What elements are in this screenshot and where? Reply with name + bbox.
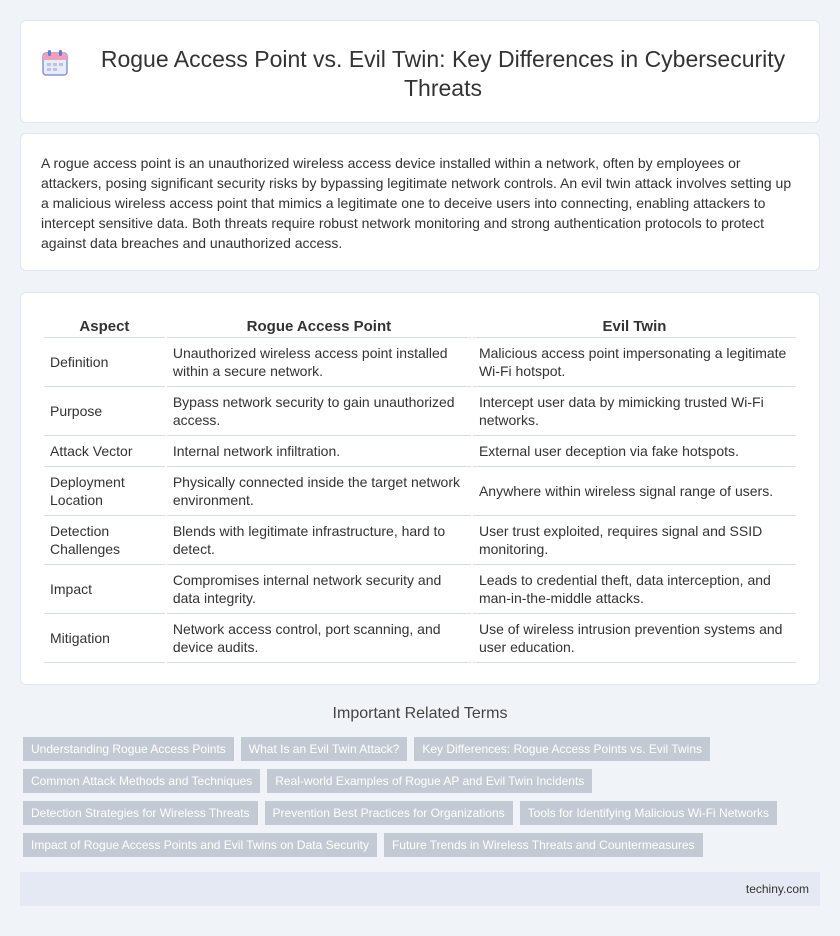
related-term-link[interactable]: Understanding Rogue Access Points — [23, 737, 234, 761]
rogue-cell: Physically connected inside the target network environment. — [167, 467, 471, 516]
table-row — [44, 614, 796, 663]
evil-twin-cell: External user deception via fake hotspots. — [473, 436, 796, 467]
related-term-link[interactable]: What Is an Evil Twin Attack? — [241, 737, 408, 761]
rogue-cell: Internal network infiltration. — [167, 436, 471, 467]
aspect-cell: Purpose — [44, 387, 165, 436]
evil-twin-cell: Anywhere within wireless signal range of users. — [473, 467, 796, 516]
related-term-link[interactable]: Prevention Best Practices for Organizations — [265, 801, 513, 825]
evil-twin-cell: User trust exploited, requires signal and SSID monitoring. — [473, 516, 796, 565]
header-evil-twin: Evil Twin — [473, 315, 796, 338]
rogue-cell: Network access control, port scanning, and device audits. — [167, 614, 471, 663]
rogue-cell: Compromises internal network security and data integrity. — [167, 565, 471, 614]
rogue-cell: Unauthorized wireless access point installed within a secure network. — [167, 338, 471, 387]
related-term-link[interactable]: Key Differences: Rogue Access Points vs. Evil Twins — [414, 737, 710, 761]
header-aspect: Aspect — [44, 315, 165, 338]
evil-twin-cell: Intercept user data by mimicking trusted Wi-Fi networks. — [473, 387, 796, 436]
aspect-cell: Definition — [44, 338, 165, 387]
evil-twin-cell: Leads to credential theft, data interception, and man-in-the-middle attacks. — [473, 565, 796, 614]
comparison-card — [20, 292, 820, 685]
related-terms-list — [23, 737, 813, 865]
related-term-link[interactable]: Real-world Examples of Rogue AP and Evil Twin Incidents — [267, 769, 592, 793]
footer — [20, 872, 820, 906]
table-row — [44, 516, 796, 565]
related-term-link[interactable]: Common Attack Methods and Techniques — [23, 769, 260, 793]
aspect-cell: Impact — [44, 565, 165, 614]
table-row — [44, 387, 796, 436]
table-row — [44, 338, 796, 387]
aspect-cell: Deployment Location — [44, 467, 165, 516]
rogue-cell: Blends with legitimate infrastructure, hard to detect. — [167, 516, 471, 565]
intro-card — [20, 133, 820, 271]
aspect-cell: Mitigation — [44, 614, 165, 663]
table-row — [44, 565, 796, 614]
evil-twin-cell: Use of wireless intrusion prevention systems and user education. — [473, 614, 796, 663]
related-terms-title: Important Related Terms — [332, 705, 508, 722]
tag-row — [23, 737, 813, 761]
table-row — [44, 436, 796, 467]
tag-row — [23, 769, 813, 793]
comparison-table — [42, 315, 798, 663]
intro-paragraph: A rogue access point is an unauthorized wireless access device installed within a network, often by employees or attackers, posing significant security risks by bypassing legitimate network controls. An evil twin attack involves setting up a malicious wireless access point that mimics a legitimate one to deceive users into connecting, enabling attackers to intercept sensitive data. Both threats require robust network monitoring and strong authentication protocols to protect against data breaches and unauthorized access. — [41, 155, 792, 251]
related-term-link[interactable]: Impact of Rogue Access Points and Evil Twins on Data Security — [23, 833, 377, 857]
related-term-link[interactable]: Future Trends in Wireless Threats and Countermeasures — [384, 833, 703, 857]
related-term-link[interactable]: Detection Strategies for Wireless Threats — [23, 801, 258, 825]
related-term-link[interactable]: Tools for Identifying Malicious Wi-Fi Networks — [520, 801, 777, 825]
tag-row — [23, 833, 813, 857]
table-row — [44, 467, 796, 516]
tag-row — [23, 801, 813, 825]
header-rogue-access-point: Rogue Access Point — [167, 315, 471, 338]
header-card — [20, 20, 820, 123]
page-title: Rogue Access Point vs. Evil Twin: Key Differences in Cybersecurity Threats — [100, 46, 786, 101]
aspect-cell: Detection Challenges — [44, 516, 165, 565]
aspect-cell: Attack Vector — [44, 436, 165, 467]
evil-twin-cell: Malicious access point impersonating a legitimate Wi-Fi hotspot. — [473, 338, 796, 387]
site-name[interactable]: techiny.com — [745, 882, 809, 896]
rogue-cell: Bypass network security to gain unauthorized access. — [167, 387, 471, 436]
calendar-icon — [41, 49, 69, 77]
table-header-row — [44, 315, 796, 338]
